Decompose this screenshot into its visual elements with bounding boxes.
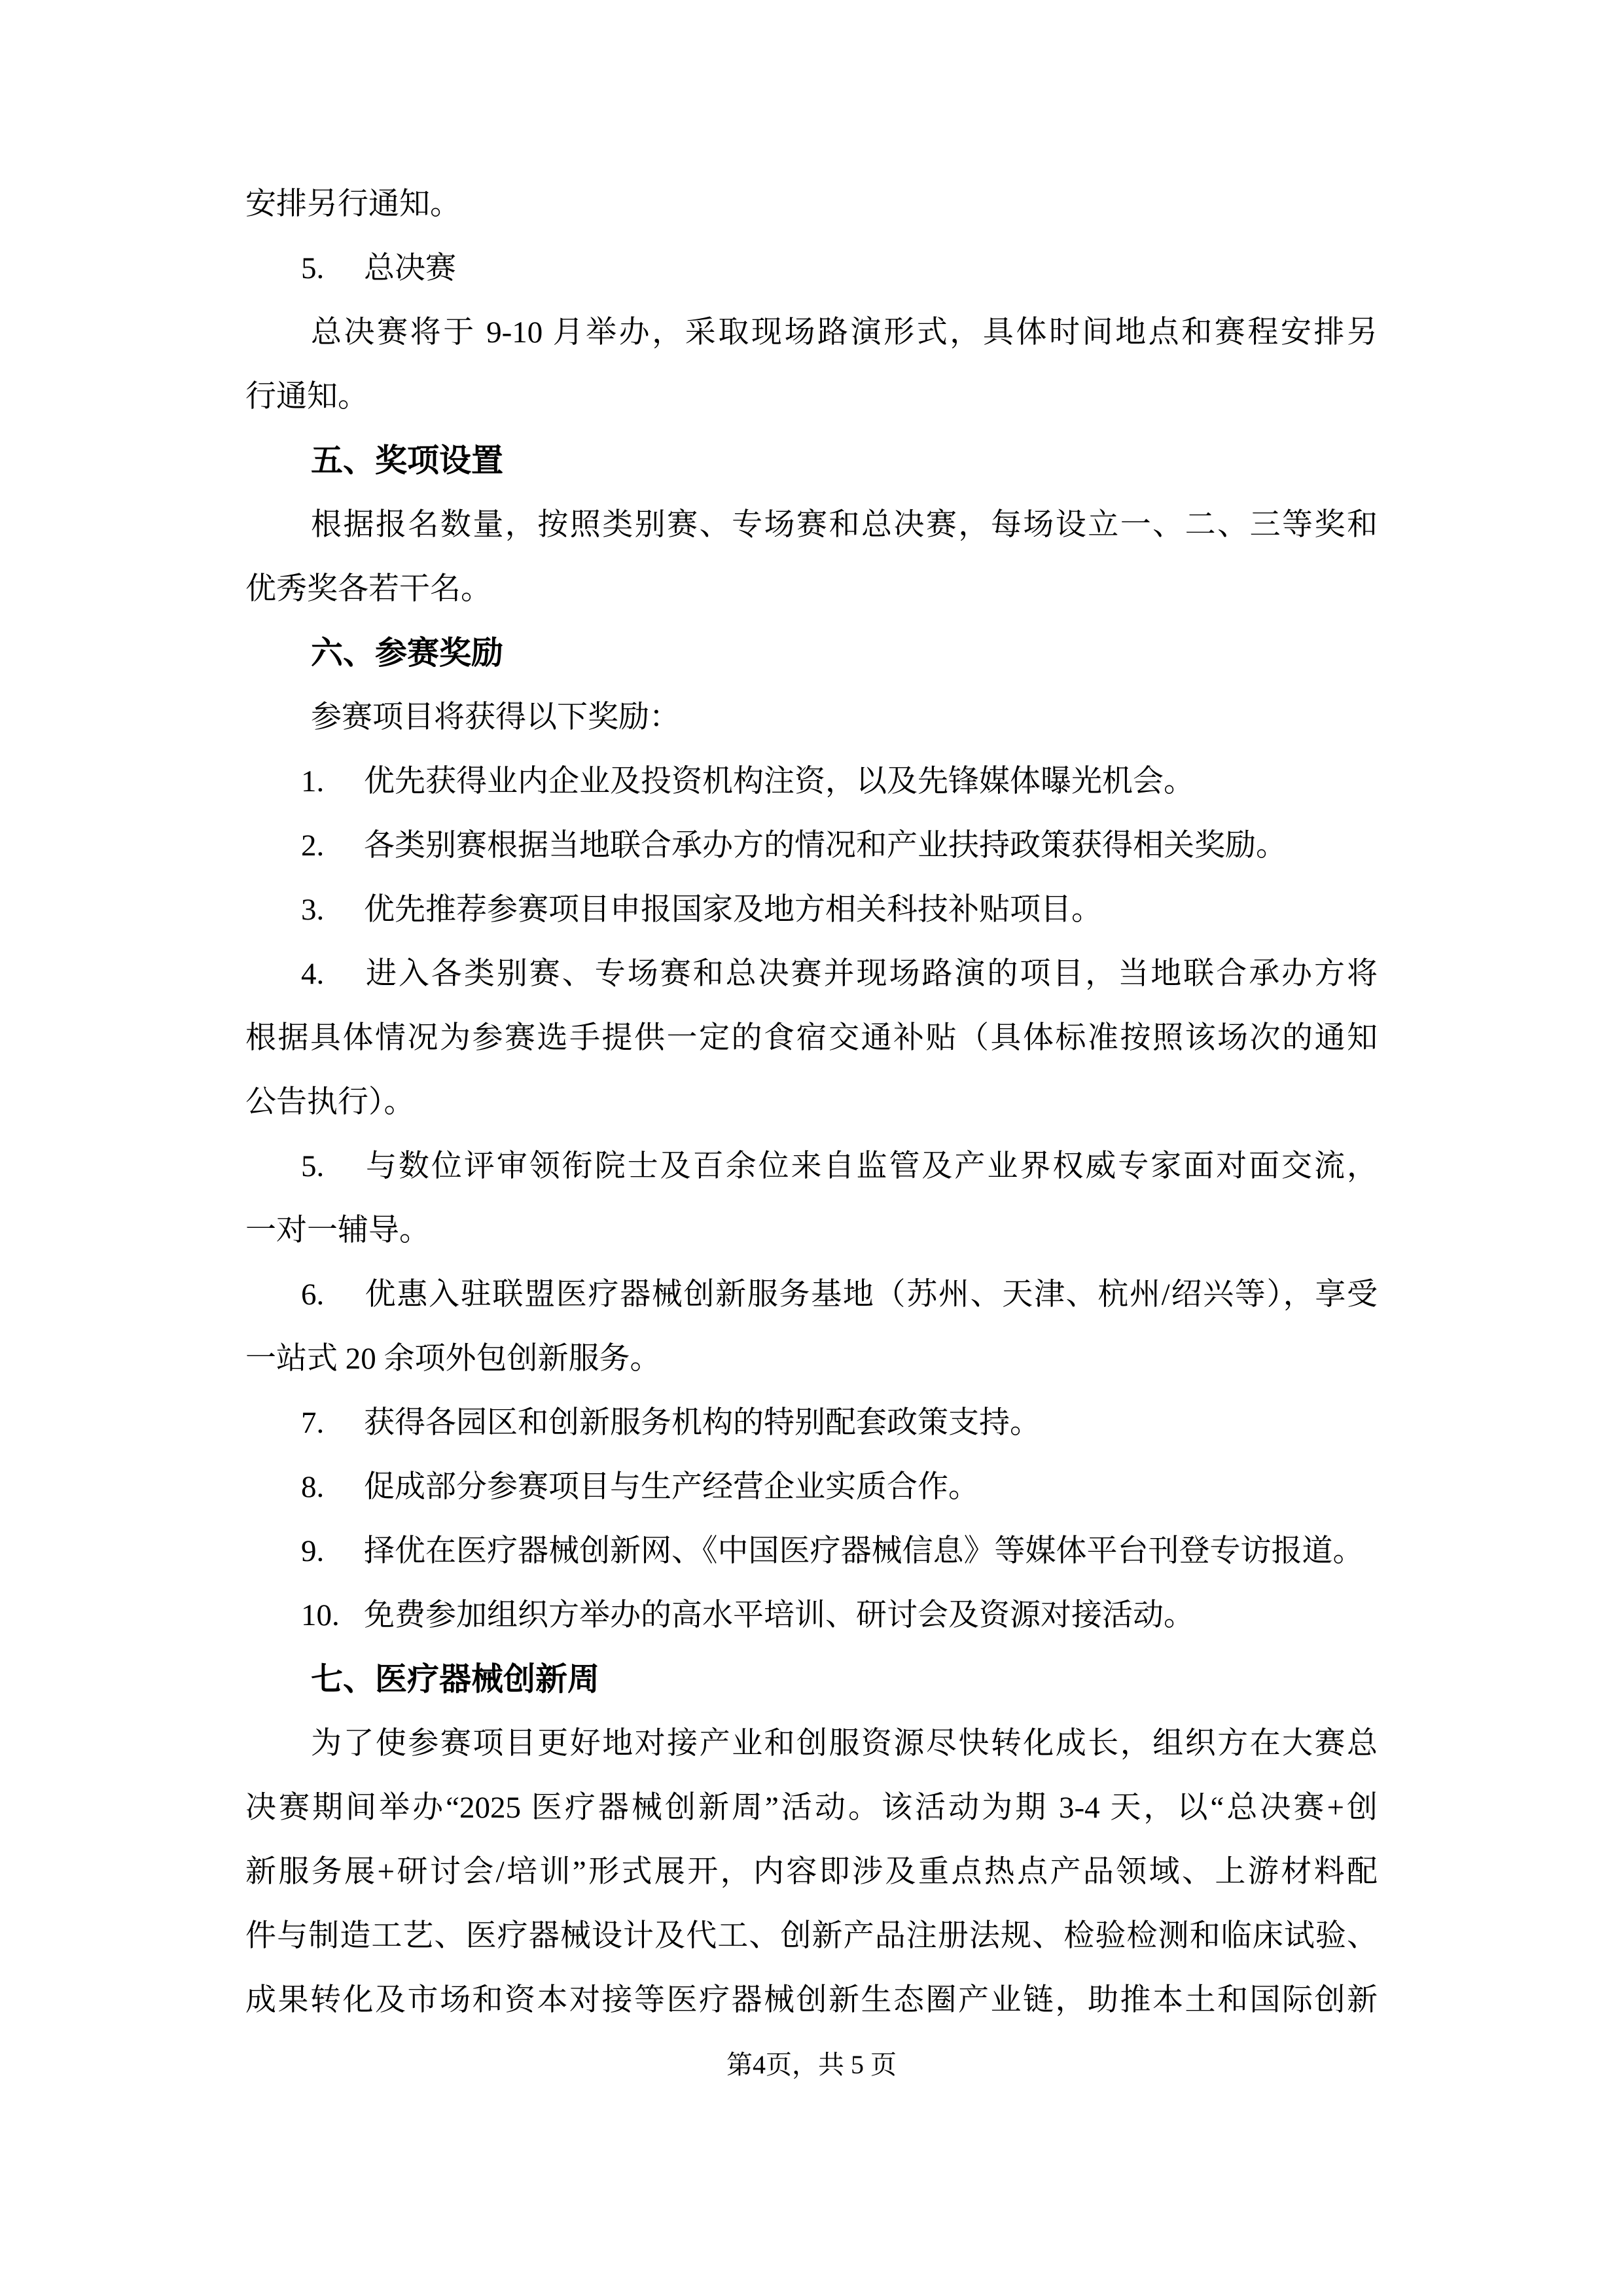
list-number: 4. [301,957,325,991]
line-text: 优惠入驻联盟医疗器械创新服务基地（苏州、天津、杭州/绍兴等），享受 [364,1278,1378,1312]
list-number: 8. [301,1470,325,1504]
body-line: 件与制造工艺、医疗器械设计及代工、创新产品注册法规、检验检测和临床试验、 [245,1919,1378,1953]
body-line: 参赛项目将获得以下奖励： [311,700,680,734]
section-heading: 六、参赛奖励 [311,636,504,671]
line-text: 总决赛 [364,251,456,285]
body-line: 成果转化及市场和资本对接等医疗器械创新生态圈产业链，助推本土和国际创新 [245,1983,1378,2017]
body-line: 一站式 20 余项外包创新服务。 [245,1342,661,1376]
body-line: 行通知。 [245,380,368,414]
list-item [245,1263,1378,1327]
line-text: 与数位评审领衔院士及百余位来自监管及产业界权威专家面对面交流， [364,1149,1378,1183]
body-line: 为了使参赛项目更好地对接产业和创服资源尽快转化成长，组织方在大赛总 [311,1727,1378,1761]
list-number: 5. [301,1149,325,1183]
body-line: 优秀奖各若干名。 [245,572,491,606]
list-item [245,1583,1378,1647]
body-line: 安排另行通知。 [245,187,461,221]
list-item [245,749,1378,814]
section-heading: 五、奖项设置 [311,443,504,478]
list-number: 3. [301,893,325,927]
line-text: 各类别赛根据当地联合承办方的情况和产业扶持政策获得相关奖励。 [364,829,1287,863]
page-footer: 第4页，共 5 页 [726,2050,897,2079]
list-item [245,942,1378,1006]
section-heading: 七、医疗器械创新周 [311,1662,600,1697]
body-line: 根据具体情况为参赛选手提供一定的食宿交通补贴（具体标准按照该场次的通知 [245,1021,1378,1055]
list-number: 9. [301,1534,325,1568]
list-item [245,814,1378,878]
line-text: 促成部分参赛项目与生产经营企业实质合作。 [364,1470,979,1504]
list-number: 5. [301,251,325,285]
list-item [245,1455,1378,1519]
list-number: 6. [301,1278,325,1312]
list-item [245,878,1378,942]
body-line: 新服务展+研讨会/培训”形式展开，内容即涉及重点热点产品领域、上游材料配 [245,1855,1378,1889]
line-text: 择优在医疗器械创新网、《中国医疗器械信息》等媒体平台刊登专访报道。 [364,1534,1364,1568]
list-number: 2. [301,829,325,863]
line-text: 优先推荐参赛项目申报国家及地方相关科技补贴项目。 [364,893,1102,927]
document-body [245,172,1378,2032]
list-item [245,1134,1378,1198]
body-line: 公告执行）。 [245,1085,415,1119]
list-item [245,1519,1378,1583]
line-text: 优先获得业内企业及投资机构注资，以及先锋媒体曝光机会。 [364,764,1194,798]
body-line: 一对一辅导。 [245,1213,430,1247]
body-line: 根据报名数量，按照类别赛、专场赛和总决赛，每场设立一、二、三等奖和 [311,508,1378,542]
line-text: 免费参加组织方举办的高水平培训、研讨会及资源对接活动。 [364,1598,1194,1632]
list-item [245,1391,1378,1455]
list-number: 7. [301,1406,325,1440]
body-line: 决赛期间举办“2025 医疗器械创新周”活动。该活动为期 3-4 天，以“总决赛+创 [245,1791,1378,1825]
body-line: 总决赛将于 9-10 月举办，采取现场路演形式，具体时间地点和赛程安排另 [311,315,1378,350]
list-item [245,236,1378,300]
list-number: 10. [301,1598,340,1632]
list-number: 1. [301,764,325,798]
line-text: 进入各类别赛、专场赛和总决赛并现场路演的项目，当地联合承办方将 [364,957,1378,991]
line-text: 获得各园区和创新服务机构的特别配套政策支持。 [364,1406,1041,1440]
